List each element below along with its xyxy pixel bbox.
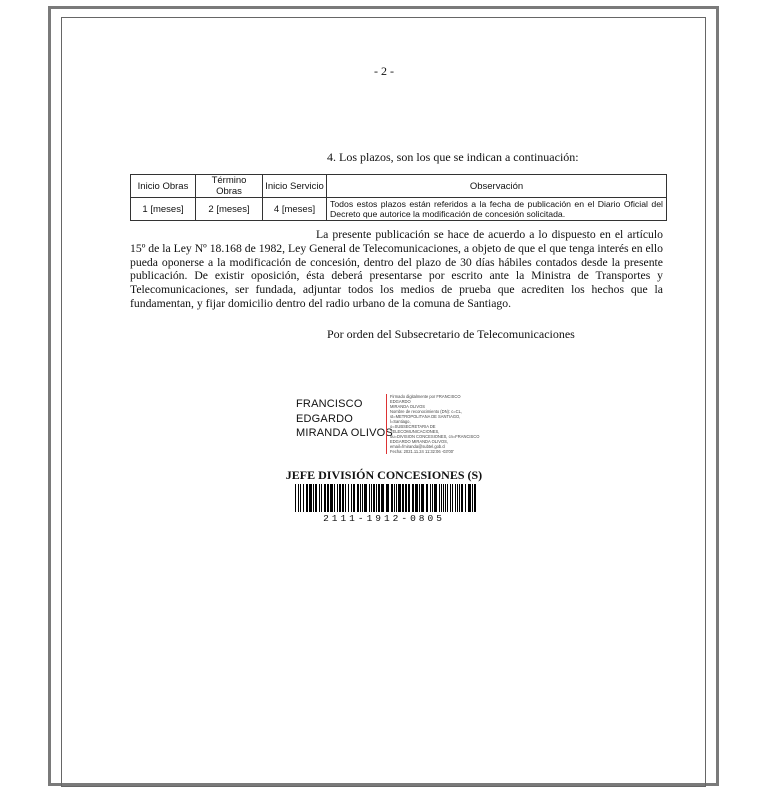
signature-detail-line: o=SUBSECRETARIA DE TELECOMUNICACIONES, (390, 424, 440, 434)
signer-name (296, 397, 393, 441)
signer-name-line: EDGARDO (296, 412, 354, 425)
section-item-4: 4. Los plazos, son los que se indican a continuación: (327, 150, 579, 164)
signer-name-line: MIRANDA OLIVOS (296, 427, 393, 439)
plazos-table (130, 174, 667, 221)
cell-inicio-servicio: 4 [meses] (263, 198, 327, 221)
header-inicio-obras: Inicio Obras (131, 175, 196, 198)
digital-signature-details (386, 394, 482, 454)
header-observacion: Observación (327, 175, 667, 198)
header-inicio-servicio: Inicio Servicio (263, 175, 327, 198)
signature-detail-line: st=METROPOLITANA DE SANTIAGO, l=Santiago, (390, 414, 461, 424)
header-termino-obras: Término Obras (196, 175, 263, 198)
cell-termino-obras: 2 [meses] (196, 198, 263, 221)
signer-title: JEFE DIVISIÓN CONCESIONES (S) (285, 468, 483, 482)
signature-detail-line: ou=DIVISION CONCESIONES, cn=FRANCISCO (390, 434, 480, 439)
body-paragraph (130, 228, 663, 311)
order-line: Por orden del Subsecretario de Telecomunicaciones (327, 327, 575, 341)
table-row (131, 198, 667, 221)
signature-detail-line: email=fmiranda@subtel.gob.cl (390, 444, 446, 449)
barcode-number: 2111-1912-0805 (323, 513, 445, 524)
signature-detail-line: EDGARDO MIRANDA OLIVOS, (390, 439, 449, 444)
paragraph-text: La presente publicación se hace de acuerdo a lo dispuesto en el artículo 15º de la Ley Nº 18.168 de 1982, Ley General de Telecomunicaciones, a objeto de que el que tenga interés en ello pueda oponerse a la modificación de concesión, dentro del plazo de 30 días hábiles contados desde la presente publicación. De existir oposición, ésta deberá presentarse por escrito ante la Ministra de Transportes y Telecomunicaciones, ser fundada, adjuntar todos los medios de prueba que acrediten los hechos que la fundamentan, y fijar domicilio dentro del radio urbano de la comuna de Santiago. (130, 228, 663, 310)
signature-detail-line: Nombre de reconocimiento (DN): c=CL, (390, 409, 463, 414)
barcode (295, 484, 479, 512)
signature-detail-line: MIRANDA OLIVOS (390, 404, 426, 409)
cell-inicio-obras: 1 [meses] (131, 198, 196, 221)
cell-observacion: Todos estos plazos están referidos a la fecha de publicación en el Diario Oficial del Decreto que autorice la modificación de concesión solicitada. (327, 198, 667, 221)
signature-detail-line: Firmado digitalmente por FRANCISCO EDGARDO (390, 394, 461, 404)
page-number: - 2 - (374, 64, 394, 78)
signer-name-line: FRANCISCO (296, 398, 363, 410)
signature-detail-line: Fecha: 2021.11.24 11:32:06 -03'00' (390, 449, 454, 454)
table-header-row (131, 175, 667, 198)
